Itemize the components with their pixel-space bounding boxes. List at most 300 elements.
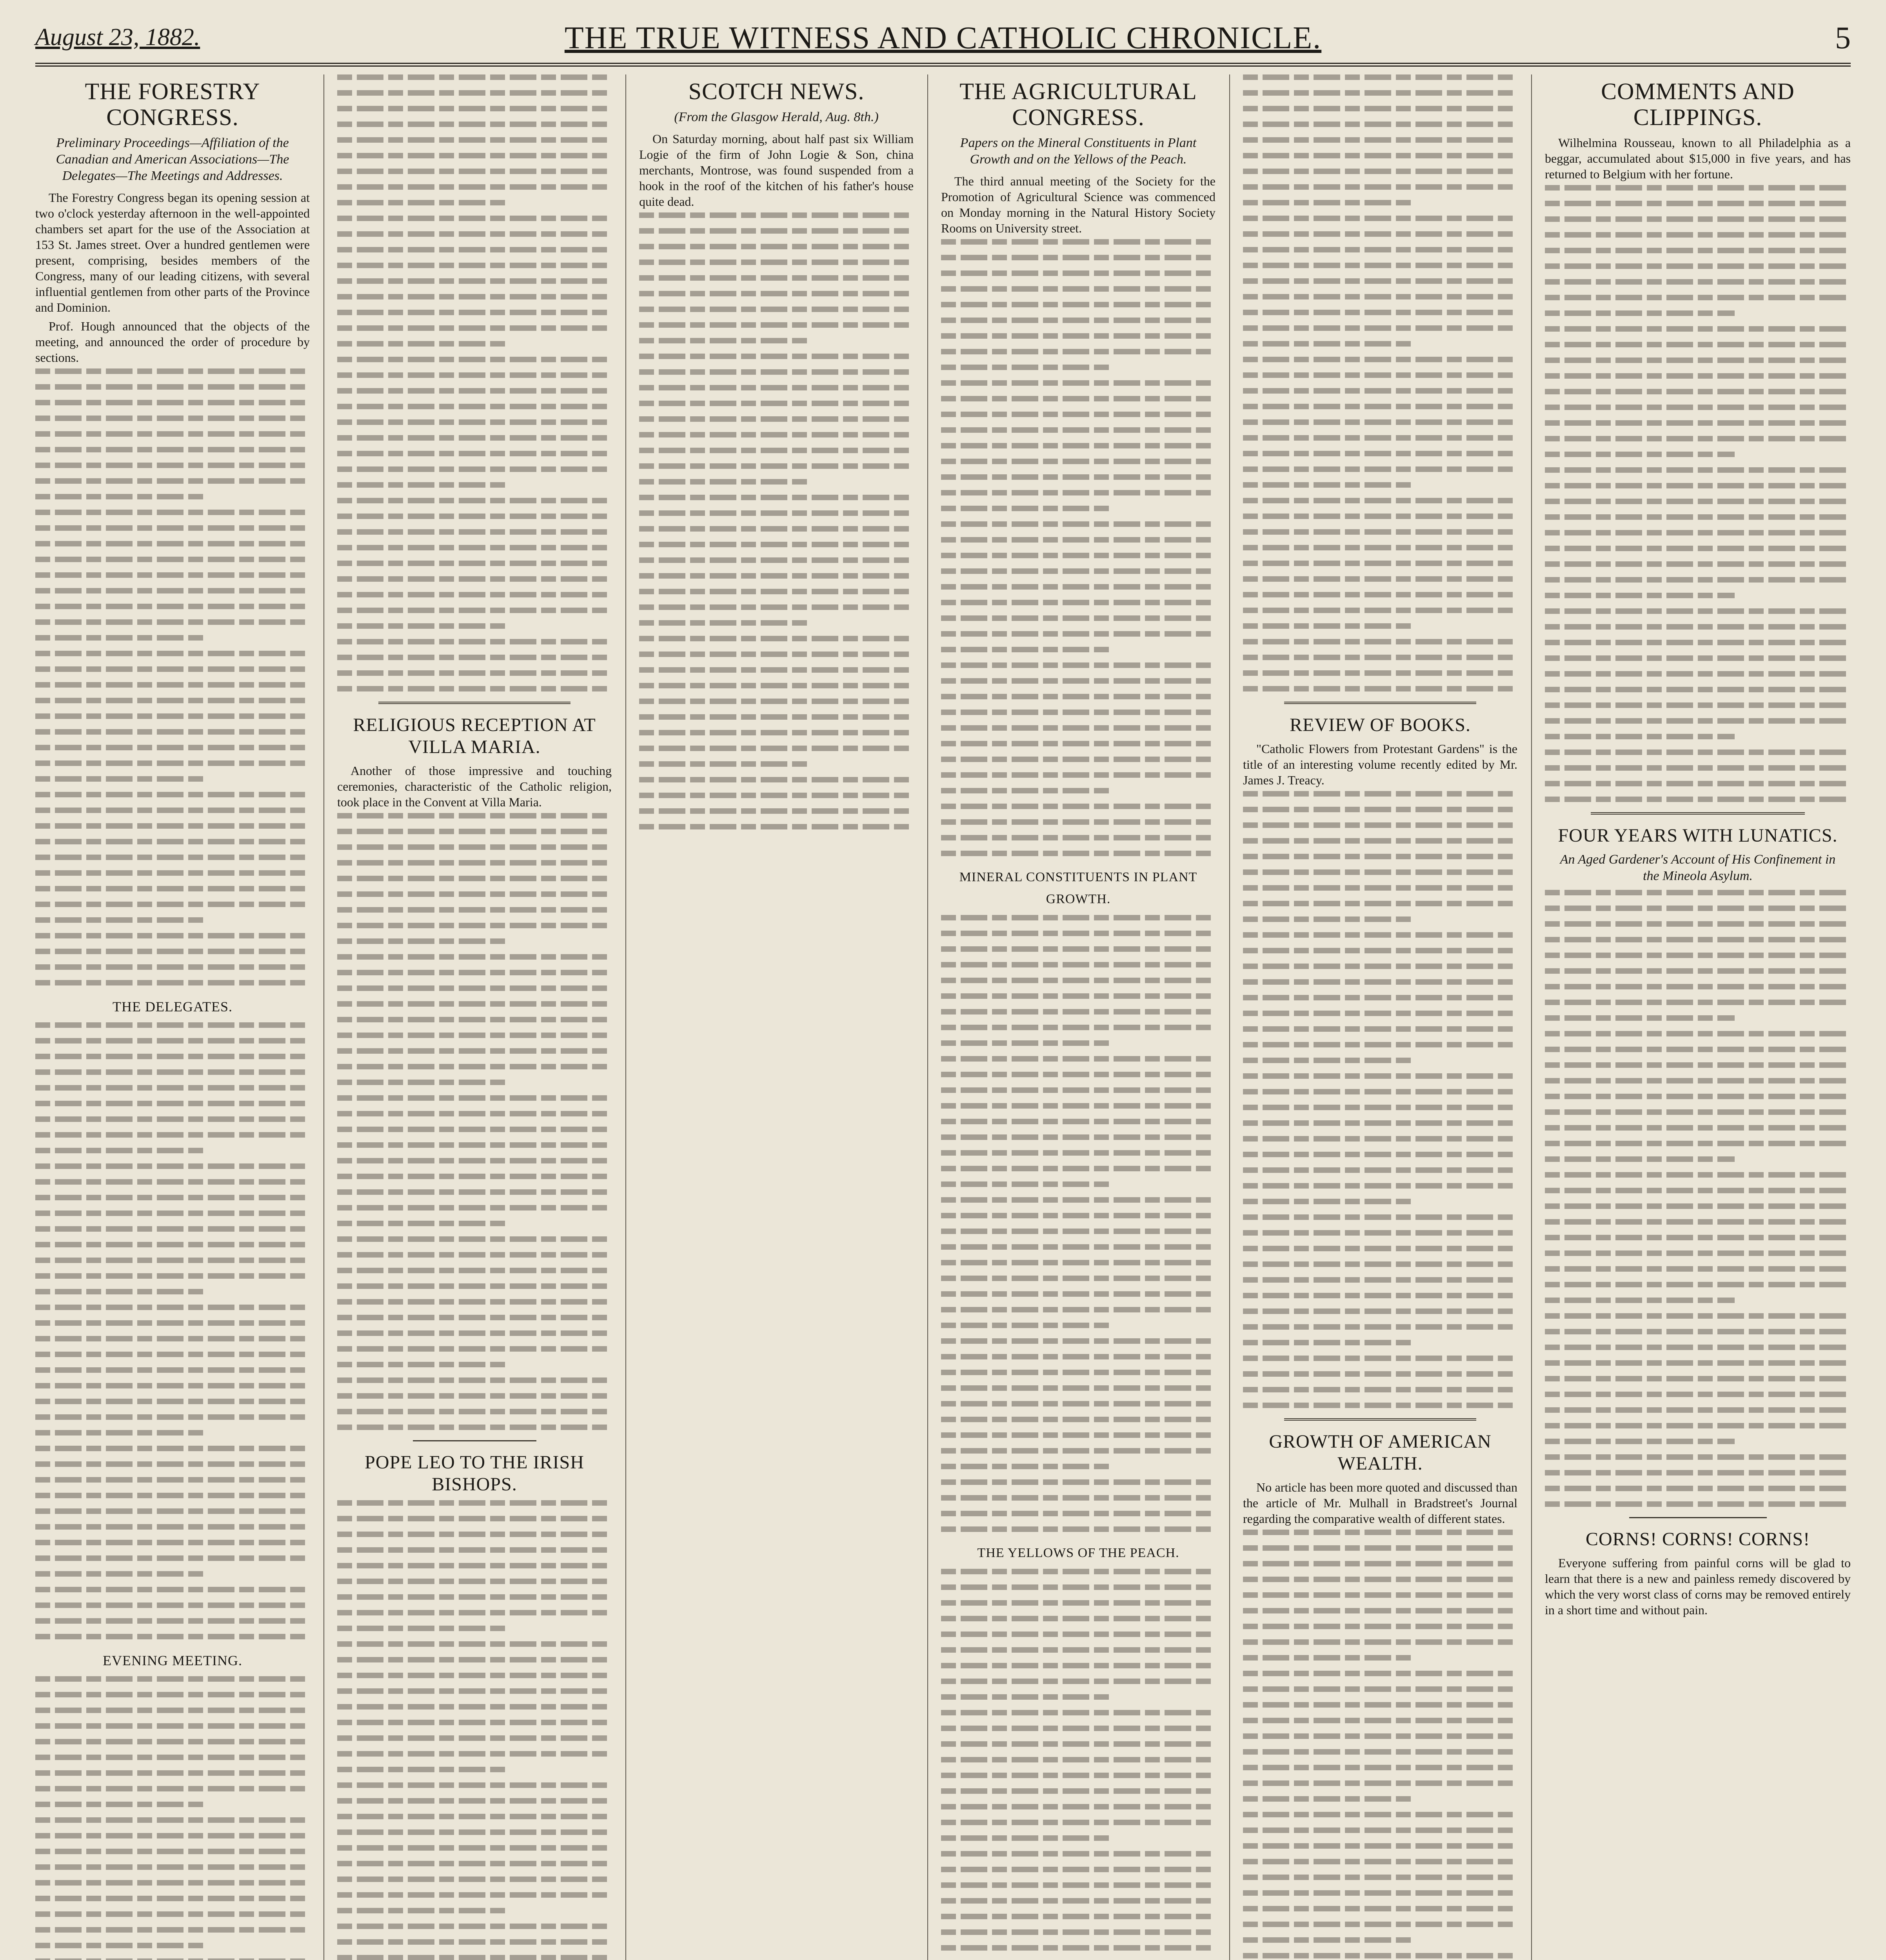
text-line-placeholder [1545, 530, 1851, 535]
text-line-placeholder [941, 537, 1216, 543]
text-line-placeholder [337, 231, 612, 237]
text-line-placeholder [941, 647, 1111, 652]
text-line-placeholder [1243, 310, 1517, 315]
text-line-placeholder [35, 541, 310, 546]
text-line-placeholder [941, 600, 1216, 605]
text-line-placeholder [941, 1385, 1216, 1391]
text-line-placeholder [1243, 357, 1517, 362]
text-line-placeholder [941, 835, 1216, 840]
text-line-placeholder [337, 923, 612, 928]
text-line-placeholder [1545, 452, 1735, 457]
text-line-placeholder [1243, 388, 1517, 394]
text-line-placeholder [1545, 232, 1851, 238]
text-line-placeholder [337, 686, 612, 691]
text-line-placeholder [35, 1352, 310, 1357]
text-line-placeholder [1243, 153, 1517, 158]
text-line-placeholder [337, 1283, 612, 1289]
text-line-placeholder [1243, 1136, 1517, 1142]
text-line-placeholder [1243, 1922, 1517, 1927]
text-line-placeholder [1545, 1000, 1851, 1005]
text-line-placeholder [1243, 1765, 1517, 1770]
text-line-placeholder [35, 1195, 310, 1200]
body-text-block [1545, 185, 1851, 802]
text-line-placeholder [337, 1048, 612, 1054]
text-line-placeholder [1243, 655, 1517, 660]
text-line-placeholder [941, 1323, 1111, 1328]
body-text-block [35, 368, 310, 985]
text-line-placeholder [35, 776, 205, 782]
column-3 [639, 74, 914, 1960]
text-line-placeholder [941, 1773, 1216, 1778]
text-line-placeholder [35, 1430, 205, 1436]
text-line-placeholder [1545, 1282, 1851, 1287]
text-line-placeholder [337, 1516, 612, 1521]
text-line-placeholder [1545, 1094, 1851, 1099]
text-line-placeholder [941, 772, 1216, 778]
text-line-placeholder [1545, 1172, 1851, 1178]
text-line-placeholder [1243, 231, 1517, 237]
text-line-placeholder [35, 1273, 310, 1279]
text-line-placeholder [639, 401, 914, 406]
text-line-placeholder [1243, 1733, 1517, 1739]
text-line-placeholder [941, 286, 1216, 292]
text-line-placeholder [1545, 1345, 1851, 1350]
text-line-placeholder [1545, 561, 1851, 567]
text-line-placeholder [35, 1085, 310, 1091]
text-line-placeholder [1243, 979, 1517, 985]
text-line-placeholder [35, 1723, 310, 1729]
text-line-placeholder [35, 980, 310, 985]
body-text-block [337, 813, 612, 1430]
text-line-placeholder [1545, 718, 1851, 724]
text-line-placeholder [941, 1354, 1216, 1359]
text-line-placeholder [337, 1892, 612, 1898]
text-line-placeholder [1243, 1120, 1517, 1126]
text-line-placeholder [941, 521, 1216, 527]
text-line-placeholder [941, 584, 1216, 590]
text-line-placeholder [1243, 263, 1517, 268]
article-paragraph: "Catholic Flowers from Protestant Gardens" is the title of an interesting volume recently edited by Mr. James J. Treacy. [1243, 742, 1517, 787]
text-line-placeholder [941, 1851, 1216, 1857]
text-line-placeholder [337, 1095, 612, 1101]
text-line-placeholder [337, 608, 612, 613]
text-line-placeholder [941, 1710, 1216, 1715]
article-paragraph: Everyone suffering from painful corns will be glad to learn that there is a new and painless remedy discovered by which the very worst class of corns may be removed entirely in a short time and without pain. [1545, 1556, 1851, 1617]
text-line-placeholder [1545, 1392, 1851, 1397]
text-line-placeholder [35, 1179, 310, 1185]
text-line-placeholder [1545, 1329, 1851, 1334]
text-line-placeholder [337, 1767, 507, 1772]
text-line-placeholder [1243, 1167, 1517, 1173]
text-line-placeholder [337, 1626, 507, 1631]
article-headline: CORNS! CORNS! CORNS! [1585, 1529, 1810, 1550]
text-line-placeholder [941, 804, 1216, 809]
text-line-placeholder [35, 1116, 310, 1122]
text-line-placeholder [1545, 499, 1851, 504]
text-line-placeholder [1545, 624, 1851, 630]
text-line-placeholder [1545, 781, 1851, 786]
text-line-placeholder [337, 670, 612, 676]
column-6 [1545, 74, 1851, 1960]
text-line-placeholder [941, 506, 1111, 511]
text-line-placeholder [337, 1594, 612, 1600]
text-line-placeholder [337, 1782, 612, 1788]
text-line-placeholder [1243, 1624, 1517, 1629]
text-line-placeholder [941, 1632, 1216, 1637]
text-line-placeholder [1243, 791, 1517, 797]
text-line-placeholder [1545, 279, 1851, 285]
text-line-placeholder [941, 1511, 1216, 1516]
text-line-placeholder [1243, 451, 1517, 456]
text-line-placeholder [337, 639, 612, 644]
text-line-placeholder [337, 247, 612, 252]
text-line-placeholder [1545, 310, 1735, 316]
text-line-placeholder [1545, 953, 1851, 958]
text-line-placeholder [337, 1236, 612, 1242]
text-line-placeholder [941, 915, 1216, 920]
section-heading: EVENING MEETING. [103, 1653, 242, 1668]
text-line-placeholder [1243, 514, 1517, 519]
text-line-placeholder [1243, 1561, 1517, 1566]
text-line-placeholder [35, 1634, 310, 1639]
text-line-placeholder [1243, 1828, 1517, 1833]
text-line-placeholder [1545, 201, 1851, 206]
text-line-placeholder [941, 1929, 1216, 1935]
text-line-placeholder [1243, 1686, 1517, 1692]
text-line-placeholder [35, 619, 310, 625]
body-text-block [941, 915, 1216, 1532]
text-line-placeholder [35, 588, 310, 593]
text-line-placeholder [337, 1346, 612, 1352]
text-line-placeholder [941, 1945, 1216, 1951]
text-line-placeholder [35, 1461, 310, 1467]
article-headline: RELIGIOUS RECEPTION AT VILLA MARIA. [353, 715, 596, 757]
text-line-placeholder [1243, 670, 1517, 676]
text-line-placeholder [639, 542, 914, 547]
text-line-placeholder [1545, 514, 1851, 520]
text-line-placeholder [35, 1242, 310, 1247]
text-line-placeholder [941, 1087, 1216, 1093]
text-line-placeholder [941, 1679, 1216, 1684]
text-line-placeholder [35, 713, 310, 719]
text-line-placeholder [1545, 1109, 1851, 1115]
text-line-placeholder [35, 839, 310, 844]
text-line-placeholder [35, 855, 310, 860]
text-line-placeholder [1545, 185, 1851, 191]
text-line-placeholder [337, 325, 612, 331]
text-line-placeholder [35, 1163, 310, 1169]
text-line-placeholder [337, 1532, 612, 1537]
text-line-placeholder [1243, 184, 1517, 190]
article-subhead: Papers on the Mineral Constituents in Plant Growth and on the Yellows of the Peach. [960, 136, 1197, 167]
text-line-placeholder [1545, 1047, 1851, 1052]
text-line-placeholder [1243, 1403, 1517, 1408]
text-line-placeholder [35, 1493, 310, 1498]
text-line-placeholder [1243, 916, 1413, 922]
text-line-placeholder [1545, 1439, 1735, 1444]
body-text-block [35, 1022, 310, 1639]
text-line-placeholder [941, 962, 1216, 967]
column-4 [941, 74, 1216, 1960]
text-line-placeholder [337, 122, 612, 127]
text-line-placeholder [941, 1741, 1216, 1747]
text-line-placeholder [1545, 765, 1851, 771]
body-text-block [1243, 74, 1517, 691]
text-line-placeholder [1243, 1199, 1413, 1204]
body-text-block [941, 1569, 1216, 1960]
text-line-placeholder [639, 652, 914, 657]
text-line-placeholder [639, 604, 914, 610]
text-line-placeholder [1243, 1702, 1517, 1708]
text-line-placeholder [1243, 90, 1517, 96]
text-line-placeholder [35, 1911, 310, 1917]
text-line-placeholder [35, 1289, 205, 1294]
text-line-placeholder [35, 431, 310, 437]
text-line-placeholder [1545, 436, 1851, 441]
text-line-placeholder [941, 851, 1216, 856]
text-line-placeholder [35, 886, 310, 891]
text-line-placeholder [639, 307, 914, 312]
text-line-placeholder [35, 1446, 310, 1451]
text-line-placeholder [35, 1054, 310, 1059]
text-line-placeholder [639, 557, 914, 563]
text-line-placeholder [35, 1927, 310, 1933]
text-line-placeholder [337, 576, 612, 582]
text-line-placeholder [941, 380, 1216, 386]
text-line-placeholder [941, 757, 1216, 762]
text-line-placeholder [35, 510, 310, 515]
text-line-placeholder [337, 1814, 612, 1819]
text-line-placeholder [639, 479, 809, 485]
text-line-placeholder [1545, 640, 1851, 645]
text-line-placeholder [639, 385, 914, 390]
text-line-placeholder [337, 829, 612, 834]
text-line-placeholder [337, 310, 612, 315]
text-line-placeholder [1243, 686, 1517, 691]
text-line-placeholder [337, 1688, 612, 1694]
text-line-placeholder [941, 412, 1216, 417]
text-line-placeholder [35, 1305, 310, 1310]
text-line-placeholder [1243, 1089, 1517, 1094]
text-line-placeholder [337, 90, 612, 96]
text-line-placeholder [337, 1720, 612, 1725]
text-line-placeholder [1545, 1062, 1851, 1068]
text-line-placeholder [1545, 1454, 1851, 1460]
text-line-placeholder [1545, 1031, 1851, 1036]
text-line-placeholder [337, 1829, 612, 1835]
text-line-placeholder [1243, 1592, 1517, 1598]
text-line-placeholder [1545, 1407, 1851, 1413]
text-line-placeholder [1243, 1371, 1517, 1377]
column-2 [337, 74, 612, 1960]
text-line-placeholder [337, 514, 612, 519]
text-line-placeholder [337, 169, 612, 174]
text-line-placeholder [639, 746, 914, 751]
text-line-placeholder [639, 730, 914, 735]
text-line-placeholder [941, 946, 1216, 952]
text-line-placeholder [337, 891, 612, 897]
article-separator [1284, 1418, 1476, 1421]
text-line-placeholder [35, 1555, 310, 1561]
text-line-placeholder [35, 1958, 310, 1960]
text-line-placeholder [337, 419, 612, 425]
text-line-placeholder [941, 1600, 1216, 1606]
text-line-placeholder [337, 184, 612, 190]
text-line-placeholder [1243, 1356, 1517, 1361]
text-line-placeholder [639, 589, 914, 594]
text-line-placeholder [337, 451, 612, 456]
text-line-placeholder [639, 416, 914, 422]
text-line-placeholder [941, 1867, 1216, 1872]
text-line-placeholder [1243, 325, 1517, 331]
text-line-placeholder [337, 1641, 612, 1647]
text-line-placeholder [639, 448, 914, 453]
text-line-placeholder [337, 137, 612, 143]
text-line-placeholder [941, 1370, 1216, 1375]
article-headline: THE FORESTRY CONGRESS. [85, 78, 260, 130]
text-line-placeholder [35, 1210, 310, 1216]
text-line-placeholder [1545, 797, 1851, 802]
text-line-placeholder [337, 1563, 612, 1568]
column-rule [1229, 74, 1230, 1960]
issue-date: August 23, 1882. [35, 24, 200, 51]
text-line-placeholder [337, 263, 612, 268]
text-line-placeholder [1243, 869, 1517, 875]
text-line-placeholder [337, 278, 612, 284]
text-line-placeholder [941, 631, 1216, 637]
text-line-placeholder [35, 823, 310, 829]
text-line-placeholder [1545, 546, 1851, 551]
text-line-placeholder [35, 870, 310, 876]
text-line-placeholder [1243, 1890, 1517, 1896]
text-line-placeholder [1545, 1188, 1851, 1193]
text-line-placeholder [1243, 74, 1517, 80]
text-line-placeholder [35, 666, 310, 672]
text-line-placeholder [35, 964, 310, 970]
text-line-placeholder [1545, 890, 1851, 895]
text-line-placeholder [337, 970, 612, 975]
text-line-placeholder [1243, 1545, 1517, 1551]
text-line-placeholder [1243, 1183, 1517, 1189]
text-line-placeholder [337, 1377, 612, 1383]
text-line-placeholder [1545, 342, 1851, 347]
column-rule [1531, 74, 1532, 1960]
text-line-placeholder [1243, 1152, 1517, 1157]
text-line-placeholder [35, 478, 310, 484]
text-line-placeholder [337, 1908, 507, 1913]
text-line-placeholder [1243, 1796, 1413, 1802]
text-line-placeholder [337, 1845, 612, 1851]
text-line-placeholder [1243, 122, 1517, 127]
text-line-placeholder [1243, 545, 1517, 550]
article-subhead: An Aged Gardener's Account of His Confinement in the Mineola Asylum. [1560, 852, 1836, 883]
text-line-placeholder [1243, 1105, 1517, 1110]
text-line-placeholder [1545, 358, 1851, 363]
text-line-placeholder [1243, 1214, 1517, 1220]
text-line-placeholder [35, 447, 310, 452]
text-line-placeholder [337, 1673, 612, 1678]
text-line-placeholder [1545, 921, 1851, 927]
column-rule [927, 74, 928, 1960]
text-line-placeholder [337, 1610, 612, 1615]
text-line-placeholder [1545, 1078, 1851, 1083]
text-line-placeholder [639, 777, 914, 782]
text-line-placeholder [337, 1924, 612, 1929]
text-line-placeholder [639, 260, 914, 265]
article-separator [1284, 702, 1476, 704]
text-line-placeholder [941, 1166, 1216, 1171]
text-line-placeholder [1243, 216, 1517, 221]
text-line-placeholder [35, 1069, 310, 1075]
text-line-placeholder [35, 1896, 310, 1901]
article-paragraph: Wilhelmina Rousseau, known to all Philadelphia as a beggar, accumulated about $15,000 in five years, and has returned to Belgium with her fortune. [1545, 136, 1851, 181]
text-line-placeholder [1545, 1376, 1851, 1381]
article-headline: FOUR YEARS WITH LUNATICS. [1558, 825, 1838, 846]
body-text-block [337, 74, 612, 691]
text-line-placeholder [337, 388, 612, 394]
text-line-placeholder [1243, 1812, 1517, 1817]
text-line-placeholder [337, 153, 612, 158]
text-line-placeholder [941, 1307, 1216, 1312]
text-line-placeholder [1243, 1639, 1517, 1645]
text-line-placeholder [941, 1417, 1216, 1422]
text-line-placeholder [941, 1072, 1216, 1077]
text-line-placeholder [639, 667, 914, 673]
text-line-placeholder [35, 494, 205, 499]
text-line-placeholder [639, 761, 809, 767]
text-line-placeholder [1545, 655, 1851, 661]
text-line-placeholder [1243, 341, 1413, 347]
text-line-placeholder [639, 322, 914, 328]
text-line-placeholder [337, 498, 612, 503]
text-line-placeholder [35, 1786, 310, 1791]
text-line-placeholder [1545, 326, 1851, 332]
text-line-placeholder [35, 917, 205, 923]
text-line-placeholder [639, 291, 914, 296]
text-line-placeholder [35, 1802, 205, 1807]
text-line-placeholder [35, 1477, 310, 1483]
body-text-block [35, 1676, 310, 1960]
text-line-placeholder [1243, 1655, 1413, 1661]
text-line-placeholder [337, 938, 507, 944]
body-text-block [1243, 1530, 1517, 1960]
text-line-placeholder [337, 1315, 612, 1320]
text-line-placeholder [1545, 608, 1851, 614]
column-1 [35, 74, 310, 1960]
text-line-placeholder [941, 1244, 1216, 1250]
text-line-placeholder [941, 931, 1216, 936]
text-line-placeholder [1545, 1486, 1851, 1491]
text-line-placeholder [337, 482, 507, 488]
text-line-placeholder [337, 1252, 612, 1258]
body-text-block [337, 1500, 612, 1960]
text-line-placeholder [1243, 1718, 1517, 1723]
text-line-placeholder [941, 270, 1216, 276]
text-line-placeholder [941, 1647, 1216, 1653]
text-line-placeholder [1243, 466, 1517, 472]
text-line-placeholder [337, 341, 507, 347]
text-line-placeholder [1243, 169, 1517, 174]
text-line-placeholder [1243, 1230, 1517, 1236]
text-line-placeholder [1243, 885, 1517, 891]
text-line-placeholder [941, 568, 1216, 574]
text-line-placeholder [337, 1393, 612, 1399]
text-line-placeholder [639, 824, 914, 829]
article-headline: REVIEW OF BOOKS. [1290, 715, 1471, 735]
text-line-placeholder [1545, 405, 1851, 410]
text-line-placeholder [1243, 372, 1517, 378]
text-line-placeholder [1545, 373, 1851, 379]
